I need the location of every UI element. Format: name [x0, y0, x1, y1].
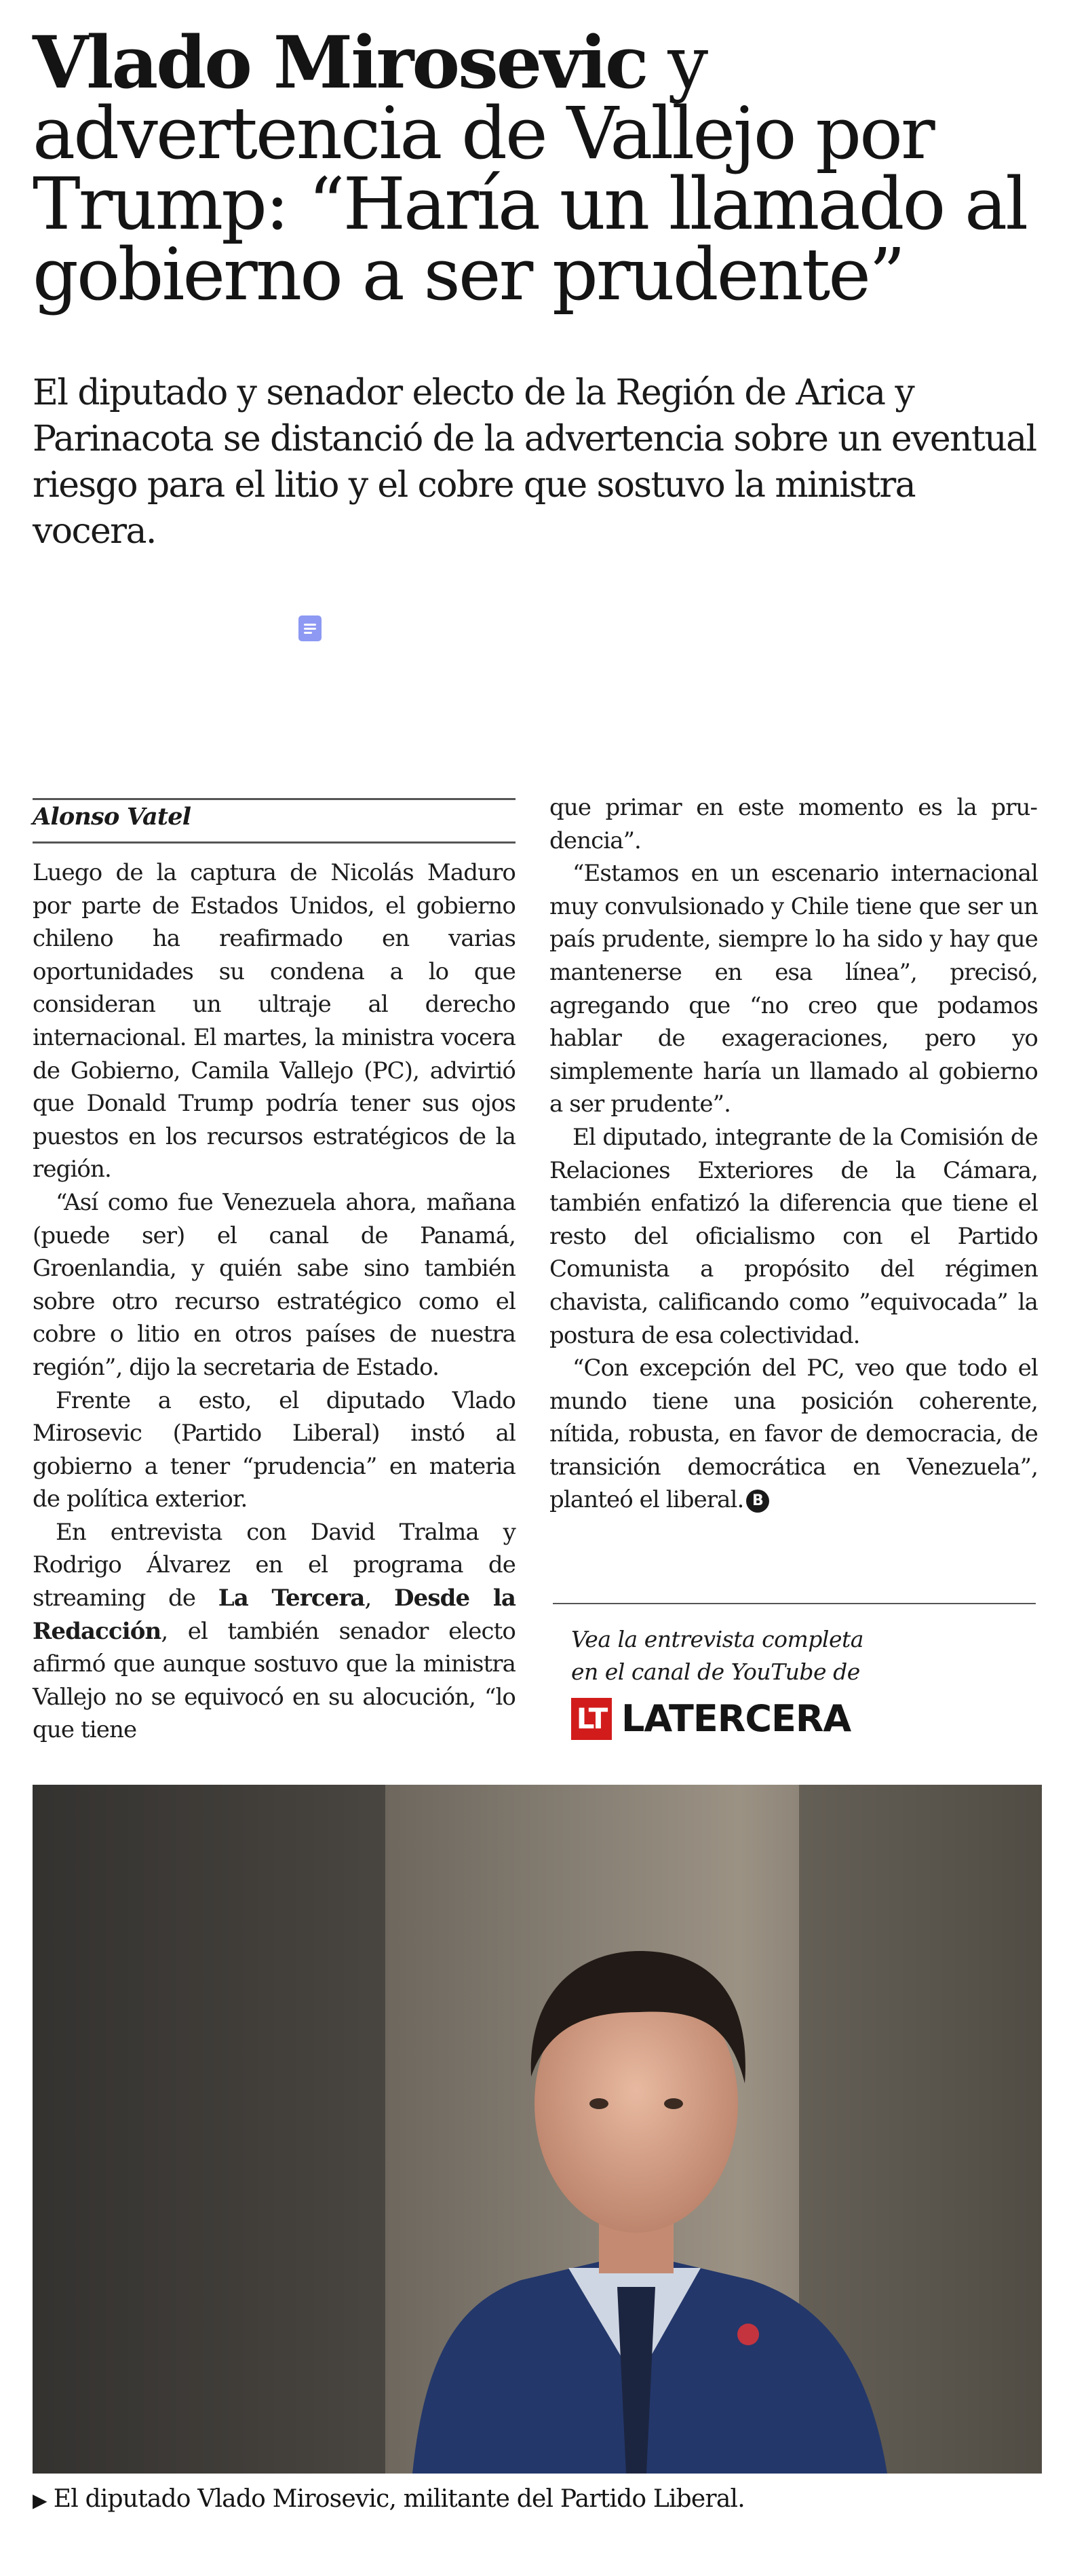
headline-rest: y advertencia de Vallejo por Trump: “Haría un llamado al gobierno a ser prudente” [33, 21, 1027, 316]
note-icon-line [304, 628, 316, 630]
portrait-illustration [33, 1785, 1042, 2474]
logo-word: LATERCERA [621, 1697, 851, 1740]
logo-mark: LT [571, 1698, 612, 1740]
paragraph: Luego de la captura de Nicolás Maduro por parte de Estados Unidos, el gobierno chileno ha reafirmado en varias oportunidades su condena a lo que consideran un ultraje al derecho internacional. El martes, la ministra vocera de Gobierno, Camila Vallejo (PC), advirtió que Donald Trump podría tener sus ojos puestos en los recursos estratégicos de la región. [33, 859, 516, 1183]
portrait-photo [33, 1785, 1042, 2474]
headline [33, 20, 1036, 316]
article-column-left [33, 856, 516, 1747]
deck: El diputado y senador electo de la Región de Arica y Parinacota se distanció de la advertencia sobre un eventual riesgo para el litio y el cobre que sostuvo la ministra vocera. [33, 373, 1036, 552]
byline-rule-top [33, 798, 516, 800]
promo-line: en el canal de YouTube de [571, 1659, 860, 1685]
headline-name: Vlado Mirosevic [33, 20, 647, 105]
paragraph: Frente a esto, el diputado Vlado Mirosevic (Partido Liberal) instó al gobierno a tener “prudencia” en materia de política exterior. [33, 1386, 516, 1513]
paragraph: El diputado, integrante de la Comisión de Relaciones Exteriores de la Cámara, también enfatizó la diferencia que tiene el resto del oficialismo con el Partido Comunista a propósito del régimen chavista, calificando como ”equivocada” la postura de esa colectividad. [549, 1123, 1038, 1349]
paragraph: “Estamos en un escenario internacional muy convulsionado y Chile tiene que ser un país prudente, siempre lo ha sido y hay que mantenerse en esa línea”, precisó, agregando que “no creo que podamos hablar de exageraciones, pero yo simplemente haría un llamado al gobierno a ser prudente”. [549, 860, 1038, 1118]
paragraph-text: “Con excepción del PC, veo que todo el mundo tiene una posición coherente, nítida, robusta, en favor de democracia, de transición democrática en Venezuela”, planteó el liberal. [549, 1355, 1038, 1514]
note-icon-line [304, 632, 312, 634]
show-name: La Tercera [218, 1585, 365, 1612]
paragraph-text: En entrevista con David Tralma y Rodrigo Álvarez en el programa de streaming de [33, 1518, 516, 1612]
byline-rule-bottom [33, 841, 516, 844]
end-mark-icon: B [746, 1490, 769, 1513]
show-name: Desde la Redacción [33, 1585, 516, 1645]
photo-caption [33, 2485, 745, 2513]
paragraph-text: , el también senador electo afirmó que aunque sostuvo que la ministra Vallejo no se equivocó en su alocución, “lo que tiene [33, 1617, 516, 1744]
caption-arrow-icon: ▶ [33, 2489, 47, 2512]
byline: Alonso Vatel [33, 803, 191, 831]
article-column-right [549, 791, 1038, 1517]
promo-text [571, 1623, 1019, 1688]
paragraph: que primar en este momento es la prudencia”. [549, 794, 1038, 854]
promo-rule [553, 1603, 1036, 1604]
paragraph [549, 1352, 1038, 1517]
paragraph-text: , [364, 1585, 395, 1612]
caption-text: El diputado Vlado Mirosevic, militante del Partido Liberal. [53, 2485, 745, 2513]
note-icon[interactable] [298, 615, 322, 641]
promo-line: Vea la entrevista completa [571, 1626, 863, 1652]
note-icon-line [304, 624, 316, 626]
paragraph [33, 1516, 516, 1747]
paragraph: “Así como fue Venezuela ahora, mañana (puede ser) el canal de Panamá, Groenlandia, y quién sabe sino también sobre otro recurso estratégico como el cobre o litio en otros países de nuestra región”, dijo la secretaria de Estado. [33, 1188, 516, 1381]
